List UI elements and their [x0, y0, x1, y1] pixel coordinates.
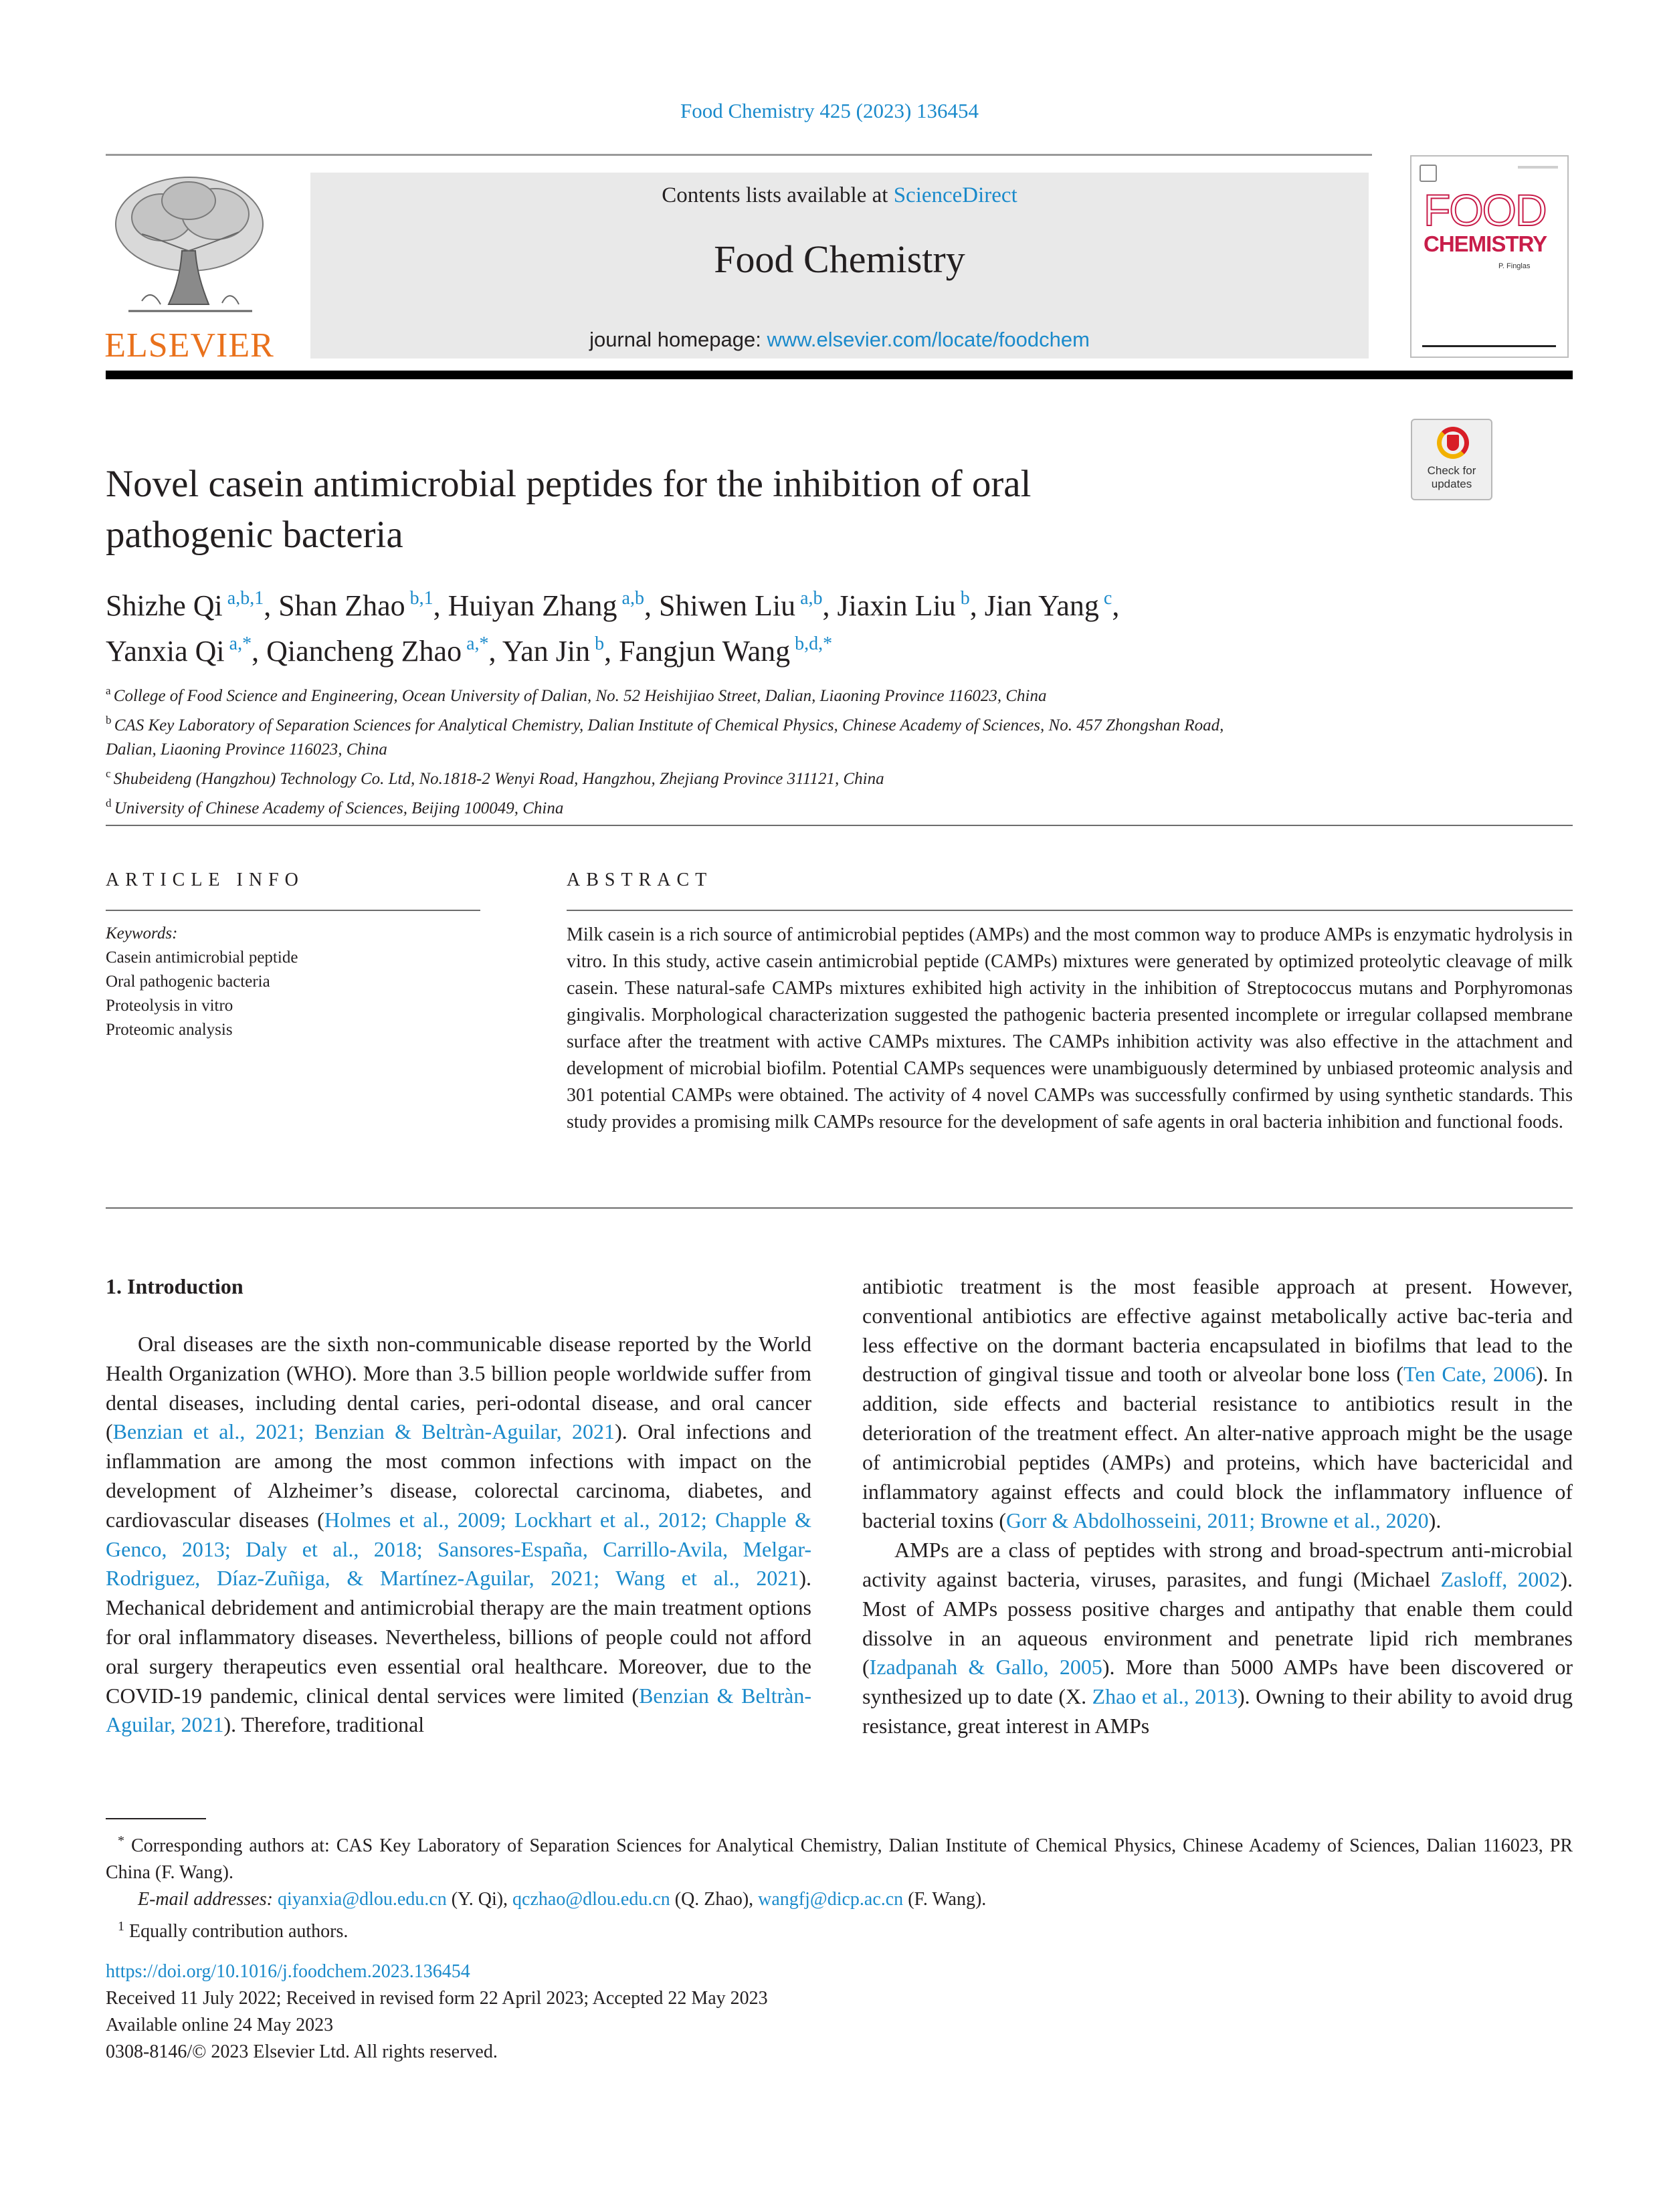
author-name[interactable]: Jian Yang — [984, 589, 1099, 622]
citation-link[interactable]: Zhao et al., 2013 — [1092, 1684, 1238, 1709]
email-link[interactable]: qczhao@dlou.edu.cn — [512, 1889, 670, 1910]
footnote-rule — [106, 1818, 206, 1819]
body-column-left — [106, 1330, 811, 1740]
affiliation-item — [106, 738, 1444, 762]
elsevier-tree-icon — [102, 171, 277, 321]
available-online: Available online 24 May 2023 — [106, 2015, 334, 2035]
paragraph — [106, 1330, 811, 1740]
paragraph-text: Oral diseases are the sixth non-communicable disease reported by the World Health Organization (WHO). More than 3.5 billion people worldwide suffer from dental diseases, including dental caries, peri-odontal disease, and oral cancer ( — [106, 1332, 811, 1444]
author-affiliation-marker[interactable]: b,d,* — [790, 633, 833, 654]
affiliation-label: a — [106, 684, 114, 697]
email-link[interactable]: qiyanxia@dlou.edu.cn — [277, 1889, 447, 1910]
paragraph-text: ). Owning to their ability to avoid drug resistance, great interest in AMPs — [862, 1684, 1573, 1738]
cover-title-chemistry: CHEMISTRY — [1424, 231, 1547, 256]
section-divider — [106, 825, 1573, 826]
author-name[interactable]: Huiyan Zhang — [448, 589, 617, 622]
copyright: 0308-8146/© 2023 Elsevier Ltd. All rights reserved. — [106, 2041, 498, 2062]
citation-link[interactable]: Gorr & Abdolhosseini, 2011; Browne et al., 2020 — [1006, 1508, 1429, 1533]
keyword-item: Proteomic analysis — [106, 1021, 233, 1039]
email-owner: (Q. Zhao), — [670, 1889, 759, 1910]
author-affiliation-marker[interactable]: a,b,1 — [222, 588, 264, 609]
elsevier-logo[interactable] — [102, 171, 277, 365]
author-separator: , — [1112, 589, 1120, 622]
author-affiliation-marker[interactable]: c — [1098, 588, 1112, 609]
cover-decoration — [1518, 166, 1558, 169]
citation-link[interactable]: Ten Cate, 2006 — [1403, 1362, 1536, 1387]
paragraph-text: ). In addition, side effects and bacterial resistance to antibiotics result in the deterioration of the treatment effect. An alter-native approach might be the usage of antimicrobial peptides (AMPs) and proteins, which have bactericidal and inflammatory against effects and could block the inflammatory influence of bacterial toxins ( — [862, 1362, 1573, 1533]
affiliation-item — [106, 708, 1444, 738]
author-affiliation-marker[interactable]: b — [590, 633, 605, 654]
journal-cover-thumbnail[interactable] — [1410, 155, 1569, 358]
author-name[interactable]: Jiaxin Liu — [837, 589, 956, 622]
author-separator: , — [969, 589, 985, 622]
citation-link[interactable]: Zasloff, 2002 — [1440, 1567, 1561, 1591]
author-affiliation-marker[interactable]: a,* — [462, 633, 489, 654]
journal-homepage-link[interactable]: www.elsevier.com/locate/foodchem — [767, 328, 1090, 351]
author-affiliation-marker[interactable]: a,* — [224, 633, 252, 654]
affiliation-text: Dalian, Liaoning Province 116023, China — [106, 740, 387, 759]
author-line — [106, 583, 1477, 629]
abstract-rule — [567, 910, 1573, 911]
sciencedirect-link[interactable]: ScienceDirect — [893, 183, 1017, 207]
affiliation-item — [106, 762, 1444, 791]
journal-masthead — [310, 173, 1369, 359]
author-name[interactable]: Qiancheng Zhao — [266, 635, 462, 668]
email-list — [278, 1889, 986, 1910]
author-name[interactable]: Shan Zhao — [278, 589, 405, 622]
article-title: Novel casein antimicrobial peptides for the inhibition of oral pathogenic bacteria — [106, 463, 1032, 556]
author-list — [106, 583, 1477, 674]
affiliation-label: d — [106, 797, 114, 809]
affiliation-text: Shubeideng (Hangzhou) Technology Co. Ltd, No.1818-2 Wenyi Road, Hangzhou, Zhejiang Province 311121, China — [113, 770, 884, 788]
citation-link[interactable]: Izadpanah & Gallo, 2005 — [869, 1655, 1102, 1680]
paragraph-text: ). — [1428, 1508, 1442, 1533]
journal-reference[interactable]: Food Chemistry 425 (2023) 136454 — [680, 99, 979, 122]
check-updates-label: Check for updates — [1427, 464, 1476, 490]
citation-link[interactable]: Holmes et al., 2009; Lockhart et al., 2012; Chapple & Genco, 2013; Daly et al., 2018; Sansores-España, Carrillo-Avila, Melgar-Rodriguez, Díaz-Zuñiga, & Martínez-Aguilar, 2021; Wang et al., 2021 — [106, 1507, 812, 1591]
affiliation-label: b — [106, 714, 114, 726]
paragraph-text: antibiotic treatment is the most feasible approach at present. However, conventional antibiotics are effective against metabolically active bac-teria and less effective on the dormant bacteria encapsulated in biofilms that lead to the destruction of gingival tissue and tooth or alveolar bone loss ( — [862, 1274, 1573, 1387]
paragraph-text: ). Oral infections and inflammation are among the most common infections with impact on the development of Alzheimer’s disease, colorectal carcinoma, diabetes, and cardiovascular diseases ( — [106, 1419, 812, 1532]
received-dates: Received 11 July 2022; Received in revised form 22 April 2023; Accepted 22 May 2023 — [106, 1988, 768, 2009]
abstract-heading: ABSTRACT — [567, 870, 713, 890]
footnote-emails: E-mail addresses: qiyanxia@dlou.edu.cn (Y. Qi), qczhao@dlou.edu.cn (Q. Zhao), wangfj@dicp.ac.cn (F. Wang). — [138, 1889, 987, 1910]
bookmark-icon — [1447, 435, 1459, 451]
author-separator: , — [644, 589, 659, 622]
author-affiliation-marker[interactable]: a,b — [795, 588, 823, 609]
contents-line: Contents lists available at ScienceDirect — [662, 183, 1017, 207]
footnotes — [106, 1827, 1573, 1945]
header-rule-top — [106, 154, 1372, 156]
author-name[interactable]: Yanxia Qi — [106, 635, 225, 668]
paragraph-text: AMPs are a class of peptides with strong and broad-spectrum anti-microbial activity against bacteria, viruses, parasites, and fungi (Michael — [862, 1538, 1573, 1591]
affiliations — [106, 679, 1444, 821]
author-affiliation-marker[interactable]: a,b — [617, 588, 644, 609]
author-separator: , — [488, 635, 502, 668]
paragraph-text: ). Most of AMPs possess positive charges and antipathy that enable them could dissolve in an aqueous environment and penetrate lipid rich membranes ( — [862, 1567, 1573, 1680]
author-name[interactable]: Shiwen Liu — [658, 589, 796, 622]
author-separator: , — [264, 589, 279, 622]
section-divider — [106, 1207, 1573, 1209]
header-rule-thick — [106, 371, 1573, 379]
check-for-updates-button[interactable] — [1411, 419, 1492, 500]
footnote-equal-contribution: $^1$ Equally contribution authors. — [118, 1919, 349, 1942]
paragraph — [862, 1272, 1573, 1536]
author-line — [106, 629, 1477, 674]
author-separator: , — [822, 589, 838, 622]
author-separator: , — [433, 589, 448, 622]
affiliation-text: CAS Key Laboratory of Separation Sciences for Analytical Chemistry, Dalian Institute of Chemical Physics, Chinese Academy of Sciences, No. 457 Zhongshan Road, — [114, 716, 1224, 734]
cover-title-food: FOOD — [1424, 185, 1546, 235]
section-heading-introduction: 1. Introduction — [106, 1274, 243, 1298]
doi-link[interactable]: https://doi.org/10.1016/j.foodchem.2023.136454 — [106, 1961, 470, 1982]
body-column-right — [862, 1272, 1573, 1741]
author-affiliation-marker[interactable]: b,1 — [405, 588, 433, 609]
paragraph — [862, 1536, 1573, 1741]
affiliation-item — [106, 791, 1444, 821]
article-info-heading: ARTICLE INFO — [106, 870, 304, 890]
email-owner: (F. Wang). — [903, 1889, 987, 1910]
keywords-list — [106, 946, 480, 1042]
cover-editor: P. Finglas — [1498, 262, 1531, 270]
author-name[interactable]: Fangjun Wang — [619, 635, 791, 668]
paragraph-text: ). Mechanical debridement and antimicrobial therapy are the main treatment options for oral inflammatory diseases. Nevertheless, billions of people could not afford oral surgery therapeutics even essential oral healthcare. Moreover, due to the COVID-19 pandemic, clinical dental services were limited ( — [106, 1566, 811, 1708]
author-name[interactable]: Yan Jin — [502, 635, 591, 668]
publication-info — [106, 1958, 1109, 2066]
citation-link[interactable]: Benzian & Beltràn-Aguilar, 2021 — [106, 1683, 812, 1737]
keyword-item: Oral pathogenic bacteria — [106, 973, 270, 991]
footnote-corresponding: * Corresponding authors at: CAS Key Laboratory of Separation Sciences for Analytical Chemistry, Dalian Institute of Chemical Physics, Chinese Academy of Sciences, Dalian 116023, PR China (F. Wang). — [106, 1833, 1573, 1883]
paragraph-text: ). Therefore, traditional — [223, 1712, 425, 1737]
affiliation-label: c — [106, 767, 114, 780]
abstract-text: Milk casein is a rich source of antimicrobial peptides (AMPs) and the most common way to produce AMPs is enzymatic hydrolysis in vitro. In this study, active casein antimicrobial peptide (CAMPs) mixtures were generated by optimized proteolytic cleavage of milk casein. These natural-safe CAMPs mixtures exhibited high activity in the inhibition of Streptococcus mutans and Porphyromonas gingivalis. Morphological characterization suggested the pathogenic bacteria presented incomplete or irregular collapsed membrane surface after the treatment with active CAMPs mixtures. The CAMPs inhibition activity was also effective in the attachment and development of microbial biofilm. Potential CAMPs sequences were unambiguously determined by unbiased proteomic analysis and 301 potential CAMPs were obtained. The activity of 4 novel CAMPs was successfully confirmed by using synthetic standards. This study provides a promising milk CAMPs resource for the development of safe agents in oral bacteria inhibition and functional foods. — [567, 924, 1573, 1132]
affiliation-text: College of Food Science and Engineering, Ocean University of Dalian, No. 52 Heishijiao Street, Dalian, Liaoning Province 116023, China — [113, 687, 1047, 705]
affiliation-text: University of Chinese Academy of Sciences, Beijing 100049, China — [114, 799, 564, 817]
keyword-item: Casein antimicrobial peptide — [106, 948, 298, 967]
cover-badge-icon — [1420, 165, 1437, 182]
journal-homepage-line: journal homepage: www.elsevier.com/locate/foodchem — [589, 328, 1090, 351]
email-link[interactable]: wangfj@dicp.ac.cn — [758, 1889, 904, 1910]
keyword-item: Proteolysis in vitro — [106, 997, 233, 1015]
elsevier-wordmark: ELSEVIER — [104, 326, 274, 365]
article-info-rule — [106, 910, 480, 911]
author-name[interactable]: Shizhe Qi — [106, 589, 223, 622]
keywords-label: Keywords: — [106, 924, 178, 942]
cover-decoration — [1422, 345, 1556, 347]
paragraph-text: ). More than 5000 AMPs have been discovered or synthesized up to date (X. — [862, 1655, 1573, 1709]
author-separator: , — [252, 635, 267, 668]
author-separator: , — [604, 635, 619, 668]
citation-link[interactable]: Benzian et al., 2021; Benzian & Beltràn-Aguilar, 2021 — [112, 1419, 615, 1444]
affiliation-item — [106, 679, 1444, 708]
author-affiliation-marker[interactable]: b — [955, 588, 970, 609]
journal-name: Food Chemistry — [714, 237, 965, 281]
keywords-block — [106, 922, 480, 1042]
email-owner: (Y. Qi), — [446, 1889, 513, 1910]
